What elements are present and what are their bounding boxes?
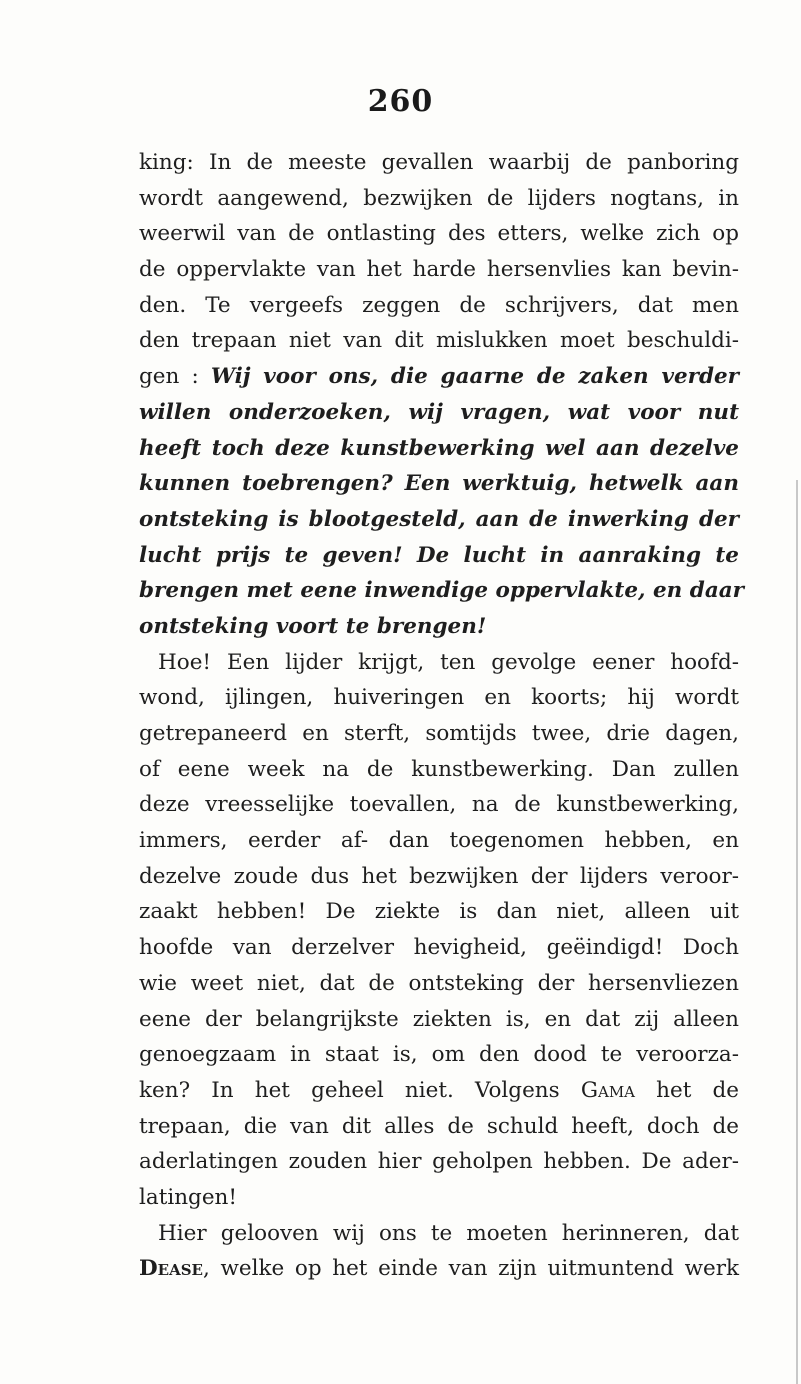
text-line: de oppervlakte van het harde hersenvlies kan bevin- xyxy=(139,257,739,283)
text-line: wond, ijlingen, huiveringen en koorts; hij wordt xyxy=(139,685,739,711)
text-line: genoegzaam in staat is, om den dood te veroorza- xyxy=(139,1042,739,1068)
text-line: deze vreesselijke toevallen, na de kunstbewerking, xyxy=(139,792,739,818)
text-line: den trepaan niet van dit mislukken moet beschuldi- xyxy=(139,328,739,354)
italic-line: kunnen toebrengen? Een werktuig, hetwelk aan xyxy=(139,471,739,497)
italic-line: ontsteking voort te brengen! xyxy=(139,613,487,639)
body-text xyxy=(139,145,745,1287)
text-segment: het de xyxy=(656,1077,739,1103)
author-name: Gama xyxy=(580,1077,636,1103)
text-line: immers, eerder af- dan toegenomen hebben, en xyxy=(139,828,739,854)
italic-line: willen onderzoeken, wij vragen, wat voor nut xyxy=(139,399,739,425)
italic-line: brengen met eene inwendige oppervlakte, en daar xyxy=(139,578,745,604)
italic-line: ontsteking is blootgesteld, aan de inwerking der xyxy=(139,506,739,532)
page-edge-shadow xyxy=(796,480,798,1384)
italic-line: heeft toch deze kunstbewerking wel aan dezelve xyxy=(139,435,739,461)
text-segment: ken? In het geheel niet. Volgens xyxy=(139,1077,560,1103)
page-number: 260 xyxy=(367,84,434,119)
text-line: hoofde van derzelver hevigheid, geëindigd! Doch xyxy=(139,935,739,961)
text-line xyxy=(139,359,739,395)
author-name: Dease xyxy=(139,1256,203,1282)
italic-line: lucht prijs te geven! De lucht in aanraking te xyxy=(139,542,739,568)
text-line: dezelve zoude dus het bezwijken der lijders veroor- xyxy=(139,863,739,889)
text-line: zaakt hebben! De ziekte is dan niet, alleen uit xyxy=(139,899,739,925)
text-segment: , xyxy=(202,1256,210,1282)
text-line: weerwil van de ontlasting des etters, welke zich op xyxy=(139,221,739,247)
text-segment: welke op het einde van zijn uitmuntend werk xyxy=(220,1256,739,1282)
text-line: eene der belangrijkste ziekten is, en dat zij alleen xyxy=(139,1006,739,1032)
text-line: of eene week na de kunstbewerking. Dan zullen xyxy=(139,756,739,782)
text-line: king: In de meeste gevallen waarbij de panboring xyxy=(139,150,739,175)
text-line: getrepaneerd en sterft, somtijds twee, drie dagen, xyxy=(139,721,739,746)
text-line: aderlatingen zouden hier geholpen hebben. De ader- xyxy=(139,1149,739,1175)
text-line: den. Te vergeefs zeggen de schrijvers, dat men xyxy=(139,292,739,318)
italic-quote: Wij voor ons, die gaarne de zaken verder xyxy=(210,364,739,390)
text-line: latingen! xyxy=(139,1184,238,1210)
text-line: Hier gelooven wij ons te moeten herinneren, dat xyxy=(158,1220,739,1246)
text-line: trepaan, die van dit alles de schuld heeft, doch de xyxy=(139,1113,739,1139)
text-segment: gen : xyxy=(139,364,199,390)
text-line: wordt aangewend, bezwijken de lijders nogtans, in xyxy=(139,185,739,211)
text-line: wie weet niet, dat de ontsteking der hersenvliezen xyxy=(139,970,739,996)
text-line xyxy=(139,1251,739,1287)
text-line: Hoe! Een lijder krijgt, ten gevolge eener hoofd- xyxy=(158,649,739,675)
text-line xyxy=(139,1073,739,1109)
